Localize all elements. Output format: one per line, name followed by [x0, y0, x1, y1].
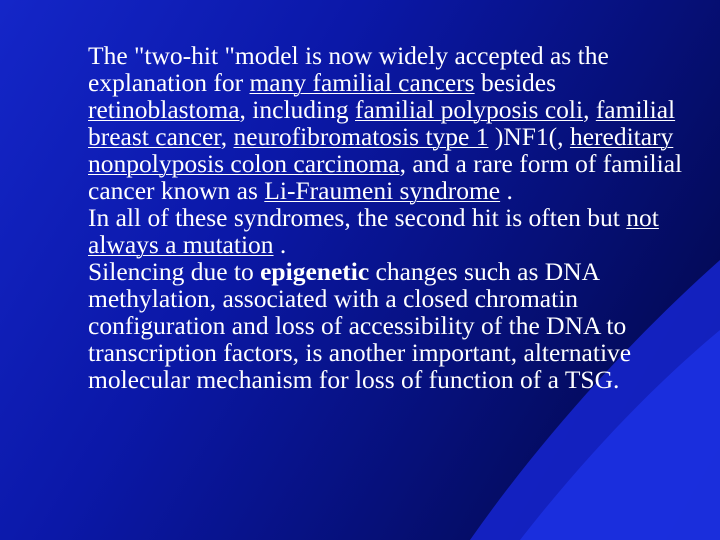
underlined-term: familial polyposis coli [355, 95, 584, 124]
underlined-term: familial breast cancer [88, 95, 676, 151]
bold-term: epigenetic [260, 257, 370, 286]
underlined-term: many familial cancers [249, 68, 475, 97]
paragraph-two-hit-model [88, 42, 688, 204]
paragraph-epigenetic-silencing [88, 258, 688, 393]
text-run: , including [239, 95, 355, 124]
text-run: , [583, 95, 596, 124]
underlined-term: not always a mutation [88, 203, 659, 259]
underlined-term: neurofibromatosis type 1 [233, 122, 489, 151]
text-run: In all of these syndromes, the second hit is often but [88, 203, 627, 232]
text-run: , and a rare form of familial cancer known as [88, 149, 683, 205]
text-run: Silencing due to [88, 257, 261, 286]
text-run: The "two-hit "model is now widely accepted as the explanation for [88, 41, 609, 97]
text-run: besides [474, 68, 557, 97]
text-run: , [220, 122, 234, 151]
underlined-term: hereditary nonpolyposis colon carcinoma [88, 122, 674, 178]
text-run: . [500, 176, 513, 205]
text-run: )NF1(, [488, 122, 570, 151]
text-run: changes such as DNA methylation, associated with a closed chromatin configuration and loss of accessibility of the DNA to transcription factors, is another important, alternative molecular mechanism for loss of function of a TSG. [88, 257, 632, 394]
paragraph-second-hit [88, 204, 688, 258]
underlined-term: retinoblastoma [88, 95, 240, 124]
underlined-term: Li-Fraumeni syndrome [264, 176, 501, 205]
text-run: . [273, 230, 287, 259]
slide-text [88, 42, 688, 393]
